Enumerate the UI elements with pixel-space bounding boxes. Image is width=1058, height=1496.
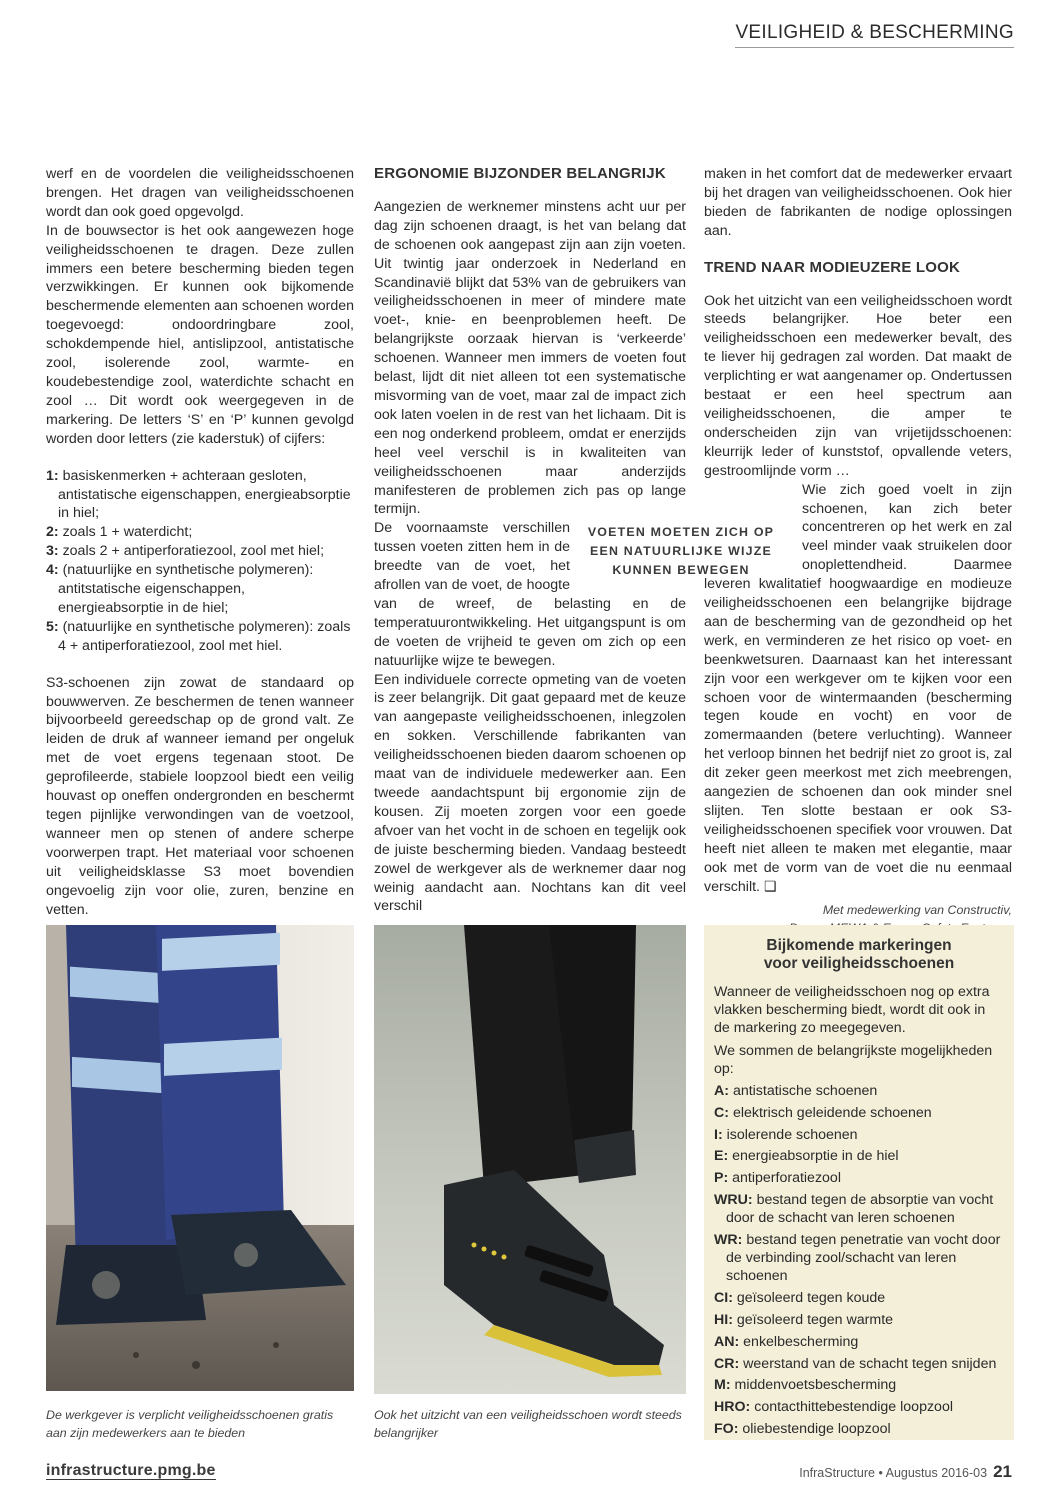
paragraph: Ook het uitzicht van een veiligheidsschoen wordt steeds belangrijker. Hoe beter een veiligheidsschoen een medewerker bevalt, des te liever hij gedragen zal worden. Dat maakt de verplichting er wat aangenamer op. Ondertussen bestaat er een heel spectrum aan veiligheidsschoenen, die amper te onderscheiden zijn van vrijetijdsschoenen: kleurrijk leder of kunststof, opvallende veters, gestroomlijnde vorm …: [704, 292, 1012, 479]
paragraph: Aangezien de werknemer minstens acht uur per dag zijn schoenen draagt, is het van belang dat de schoenen ook aangepast zijn aan zijn voeten. Uit twintig jaar onderzoek in Nederland en Scandinavië blijkt dat 53% van de gebruikers van veiligheidsschoenen in meer of mindere mate voet-, knie- en beenproblemen heeft. De belangrijkste oorzaak hiervan is ‘verkeerde’ schoenen. Wanneer men immers de voeten fout belast, lijdt dit niet alleen tot een systematische misvorming van de voet, maar zal de impact zich ook laten voelen in de rest van het lichaam. Dit is een nog onderkend probleem, omdat er enerzijds heel veel verschil is in kwaliteiten van veiligheidsschoenen maar anderzijds manifesteren de problemen zich pas op lange termijn.: [374, 198, 686, 518]
list-item: 3: zoals 2 + antiperforatiezool, zool met hiel;: [46, 543, 325, 560]
safety-class-list: [46, 467, 354, 656]
paragraph: De voornaamste verschillen tussen voeten zitten hem in de breedte van de voet, het afrollen van de voet, de hoogte van de wreef, de belasting en de temperatuurontwikkeling. Het uitgangspunt is om de voeten de vrijheid te geven om zich op een natuurlijke wijze te bewegen.: [374, 520, 686, 669]
credit: Met medewerking van Constructiv,: [822, 902, 1012, 917]
website-link[interactable]: infrastructure.pmg.be: [46, 1462, 216, 1479]
markings-box: [704, 925, 1014, 1440]
list-item: AN: enkelbescherming: [714, 1333, 859, 1350]
list-item: CI: geïsoleerd tegen koude: [714, 1290, 886, 1307]
list-item: HI: geïsoleerd tegen warmte: [714, 1312, 894, 1328]
section-header: VEILIGHEID & BESCHERMING: [735, 22, 1014, 48]
paragraph: maken in het comfort dat de medewerker ervaart bij het dragen van veiligheidsschoenen. Ook hier bieden de fabrikanten de nodige oplossingen aan.: [704, 166, 1012, 239]
list-item: E: energieabsorptie in de hiel: [714, 1148, 899, 1165]
list-item: I: isolerende schoenen: [714, 1126, 858, 1143]
list-item: WR: bestand tegen penetratie van vocht door de verbinding zool/schacht van leren schoenen: [714, 1232, 1001, 1285]
paragraph: Een individuele correcte opmeting van de voeten is zeer belangrijk. Dit gaat gepaard met de keuze van aangepaste veiligheidsschoenen, inlegzolen en sokken. Verschillende fabrikanten van veiligheidsschoenen bieden daarom schoenen op maat van de individuele medewerker aan. Een tweede aandachtspunt bij ergonomie zijn de kousen. Zij moeten zorgen voor een goede afvoer van het vocht in de schoen en tegelijk ook de juiste bescherming bieden. Vandaag besteedt zowel de werkgever als de werknemer daar nog weinig aandacht aan. Nochtans kan dit veel verschil: [374, 671, 686, 915]
page-number: 21: [993, 1462, 1012, 1481]
markings-list: [714, 1082, 1004, 1438]
page-footer: [799, 1462, 1012, 1482]
photo-muddy-boots: [46, 925, 354, 1391]
list-item: 2: zoals 1 + waterdicht;: [46, 524, 193, 541]
paragraph: Wie zich goed voelt in zijn schoenen, kan zich beter concentreren op het werk en zal veel minder vaak struikelen door onoplettendheid. Daarmee leveren kwalitatief hoogwaardige en modieuze veiligheidsschoenen een belangrijke bijdrage aan de bescherming van de gezondheid op het werk, en verminderen ze het risico op voet- en beenkwetsuren. Daarnaast kan het interessant zijn voor een werkgever om te kijken voor een schoen voor de wintermaanden (bescherming tegen koude en vocht) en voor de zomermaanden (betere verluchting). Wanneer het verloop binnen het bedrijf niet zo groot is, zal dit zeker geen meerkost met zich meebrengen, aangezien de schoenen dan ook minder snel slijten. Ten slotte bestaan er ook S3-veiligheidsschoenen specifiek voor vrouwen. Dat heeft niet alleen te maken met elegantie, maar ook met de vorm van de voet die nu eenmaal verschilt. ❑: [704, 481, 1012, 895]
box-intro: We sommen de belangrijkste mogelijkheden op:: [714, 1042, 993, 1077]
article-column-2: [374, 165, 775, 916]
paragraph: In de bouwsector is het ook aangewezen hoge veiligheidsschoenen te dragen. Deze zullen immers een betere bescherming bieden tegen verzwikkingen. Er kunnen ook bijkomende beschermende elementen aan schoenen worden toegevoegd: ondoordringbare zool, schokdempende hiel, antislipzool, antistatische zool, isolerende zool, warmte- en koudebestendige zool, waterdichte schacht en zool … Dit wordt ook weergegeven in de markering. De letters ‘S’ en ‘P’ kunnen gevolgd worden door letters (zie kaderstuk) of cijfers:: [46, 222, 354, 447]
list-item: FO: oliebestendige loopzool: [714, 1420, 891, 1437]
photo-caption: De werkgever is verplicht veiligheidsschoenen gratis aan zijn medewerkers aan te bieden: [46, 1408, 334, 1440]
section-heading: TREND NAAR MODIEUZERE LOOK: [704, 258, 961, 276]
list-item: WRU: bestand tegen de absorptie van vocht door de schacht van leren schoenen: [714, 1192, 994, 1227]
section-heading: ERGONOMIE BIJZONDER BELANGRIJK: [374, 165, 666, 182]
photo-caption: Ook het uitzicht van een veiligheidsschoen wordt steeds belangrijker: [374, 1408, 682, 1440]
end-mark-icon: ❑: [763, 878, 777, 895]
paragraph: werf en de voordelen die veiligheidsschoenen brengen. Het dragen van veiligheidsschoenen wordt dan ook goed opgevolgd.: [46, 166, 354, 220]
box-title: Bijkomende markeringen voor veiligheidsschoenen: [763, 937, 955, 972]
list-item: 4: (natuurlijke en synthetische polymeren): antitstatische eigenschappen, energieabsorptie in de hiel;: [46, 562, 314, 616]
photo-modern-safety-shoe: [374, 925, 686, 1394]
list-item: A: antistatische schoenen: [714, 1083, 878, 1100]
pull-quote: VOETEN MOETEN ZICH OP EEN NATUURLIJKE WIJZE KUNNEN BEWEGEN: [587, 525, 775, 578]
list-item: P: antiperforatiezool: [714, 1170, 841, 1187]
list-item: M: middenvoetsbescherming: [714, 1377, 897, 1394]
list-item: 1: basiskenmerken + achteraan gesloten, antistatische eigenschappen, energieabsorptie in hiel;: [46, 467, 351, 522]
article-column-1: [46, 165, 354, 919]
list-item: 5: (natuurlijke en synthetische polymeren): zoals 4 + antiperforatiezool, zool met hiel.: [46, 618, 351, 654]
paragraph: S3-schoenen zijn zowat de standaard op bouwwerven. Ze beschermen de tenen wanneer bijvoorbeeld gereedschap op de grond valt. Ze leiden de druk af wanneer iemand per ongeluk met de voet ergens tegenaan stoot. De geprofileerde, stabiele loopzool biedt een veilig houvast op oneffen ondergronden en beschermt tegen pijnlijke verwondingen van de voetzool, wanneer men op stenen of andere scherpe voorwerpen trapt. Het materiaal voor schoenen uit veiligheidsklasse S3 moet bovendien ongevoelig zijn voor olie, zuren, benzine en vetten.: [46, 674, 354, 918]
list-item: C: elektrisch geleidende schoenen: [714, 1104, 932, 1121]
list-item: HRO: contacthittebestendige loopzool: [714, 1399, 953, 1416]
box-intro: Wanneer de veiligheidsschoen nog op extra vlakken bescherming biedt, wordt dit ook in de markering zo meegegeven.: [714, 984, 990, 1037]
list-item: CR: weerstand van de schacht tegen snijden: [714, 1355, 997, 1372]
issue-info: InfraStructure • Augustus 2016-03: [799, 1466, 988, 1480]
